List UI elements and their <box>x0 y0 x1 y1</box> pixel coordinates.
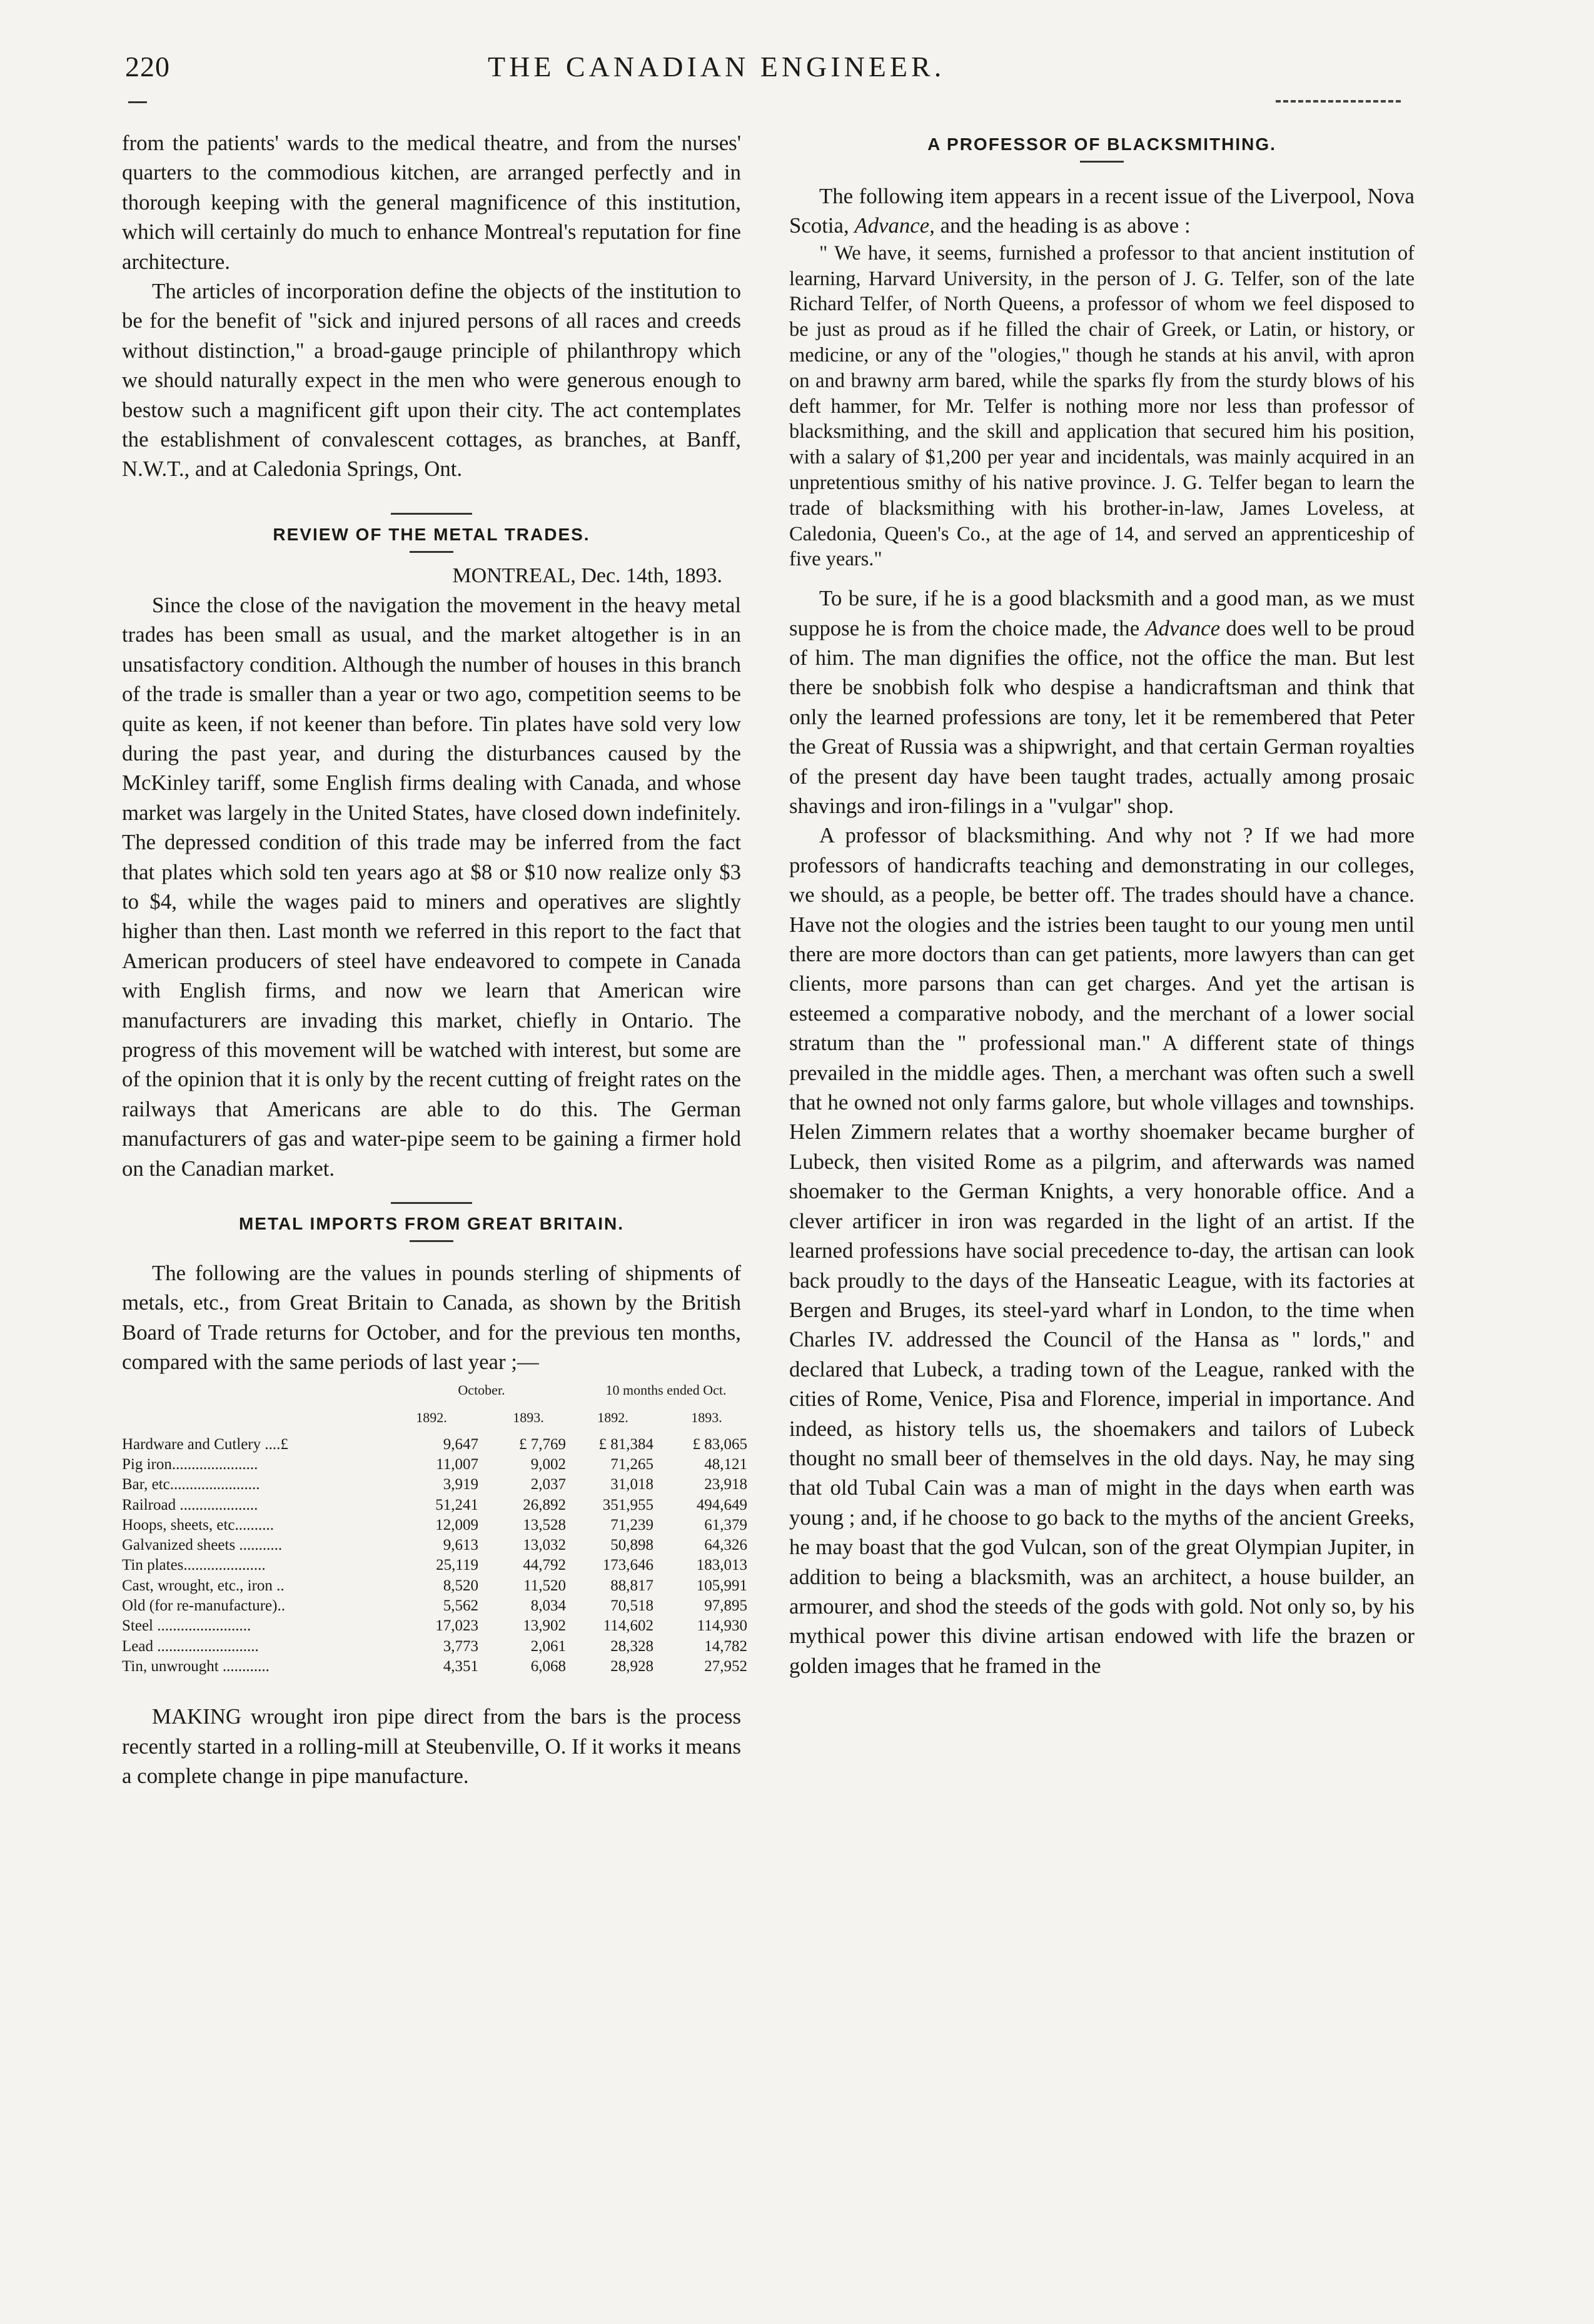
blacksmithing-title: A PROFESSOR OF BLACKSMITHING. <box>927 134 1276 154</box>
imports-table <box>122 1382 747 1677</box>
review-paragraph: Since the close of the navigation the movement in the heavy metal trades has been small as usual, and the market altogether is in an unsatisfactory condition. Although the number of houses in this branch of the trade is smaller than a year or two ago, competition seems to be quite as keen, if not keener than before. Tin plates have sold very low during the past year, and during the disturbances caused by the McKinley tariff, some English firms dealing with Canada, and whose market was largely in the United States, have closed down indefinitely. The depressed condition of this trade may be inferred from the fact that plates which sold ten years ago at $8 or $10 now realize only $3 to $4, while the wages paid to miners and operatives are slightly higher than then. Last month we referred in this report to the fact that American producers of steel have endeavored to compete in Canada with English firms, and now we learn that American wire manufacturers are invading this market, chiefly in Ontario. The progress of this movement will be watched with interest, but some are of the opinion that it is only by the recent cutting of freight rates on the railways that Americans are able to do this. The German manufacturers of gas and water-pipe seem to be gaining a firmer hold on the Canadian market. <box>122 592 741 1181</box>
running-title: THE CANADIAN ENGINEER. <box>488 51 946 83</box>
blacksmithing-paragraph-2: To be sure, if he is a good blacksmith and a good man, as we must suppose he is from the choice made, the Advance does well to be proud of him. The man dignifies the office, not the office the man. But lest there be snobbish folk who despise a handicraftsman and think that only the learned professions are tony, let it be remembered that Peter the Great of Russia was a shipwright, and that certain German royalties of the present day have been taught trades, actually among prosaic shavings and iron-filings in a "vulgar" shop. <box>789 586 1415 819</box>
left-column <box>122 128 747 1791</box>
section-divider <box>391 513 472 515</box>
table-row <box>122 1435 747 1455</box>
closing-paragraph <box>122 1702 741 1791</box>
table-cell: 27,952 <box>704 1657 747 1675</box>
table-cell: 71,265 <box>610 1455 653 1473</box>
table-cell: 70,518 <box>610 1597 653 1614</box>
closing-lead: MAKING <box>152 1704 242 1729</box>
page-header <box>125 50 1413 94</box>
table-cell: 11,007 <box>436 1455 478 1473</box>
row-label: Tin, unwrought ............ <box>122 1657 270 1675</box>
table-cell: 2,037 <box>530 1476 566 1493</box>
table-cell: 88,817 <box>610 1577 653 1594</box>
table-cell: 8,034 <box>530 1597 566 1614</box>
row-label: Hoops, sheets, etc.......... <box>122 1516 275 1533</box>
table-cell: 114,602 <box>603 1617 653 1635</box>
table-cell: 23,918 <box>704 1476 747 1493</box>
table-cell: 61,379 <box>704 1516 747 1533</box>
group-ten-months: 10 months ended Oct. <box>605 1382 727 1398</box>
table-cell: 50,898 <box>610 1537 653 1554</box>
row-label: Tin plates..................... <box>122 1557 266 1574</box>
table-cell: 44,792 <box>523 1557 566 1574</box>
table-row <box>122 1596 747 1616</box>
quote-paragraph: " We have, it seems, furnished a professor to that ancient institution of learning, Harvard University, in the person of J. G. Telfer, son of the late Richard Telfer, of North Queens, a professor of whom we feel disposed to be just as proud as if he filled the chair of Greek, or Latin, or history, or medicine, or any of the "ologies," though he stands at his anvil, with apron on and brawny arm bared, while the sparks fly from the sturdy blows of his deft hammer, for Mr. Telfer is nothing more nor less than professor of blacksmithing, and the skill and application that secured him his position, with a salary of $1,200 per year and incidentals, was mainly acquired in an unpretentious smithy of his native province. J. G. Telfer began to learn the trade of blacksmithing with his brother-in-law, James Loveless, at Caledonia, Queen's Co., at the age of 14, and served an apprenticeship of five years." <box>789 241 1415 571</box>
table-cell: 105,991 <box>696 1577 747 1594</box>
table-cell: 351,955 <box>602 1496 653 1513</box>
table-row <box>122 1535 747 1555</box>
imports-paragraph: The following are the values in pounds sterling of shipments of metals, etc., from Great Britain to Canada, as shown by the British Board of Trade returns for October, and for the previous ten months, compared with the same periods of last year ;— <box>122 1261 741 1375</box>
table-row <box>122 1616 747 1636</box>
table-cell: 11,520 <box>523 1577 566 1594</box>
table-cell: 13,528 <box>523 1516 566 1533</box>
row-label: Bar, etc....................... <box>122 1476 260 1493</box>
group-october: October. <box>458 1382 505 1398</box>
row-label: Lead .......................... <box>122 1637 259 1655</box>
table-cell: 6,068 <box>530 1657 566 1675</box>
year-header: 1892. <box>416 1409 447 1425</box>
review-title: REVIEW OF THE METAL TRADES. <box>273 524 590 544</box>
blacksmithing-intro: The following item appears in a recent issue of the Liverpool, Nova Scotia, Advance, and the heading is as above : <box>789 184 1415 238</box>
table-cell: 5,562 <box>443 1597 478 1614</box>
table-cell: 51,241 <box>435 1496 478 1513</box>
table-cell: £ 7,769 <box>519 1435 566 1453</box>
row-label: Galvanized sheets ........... <box>122 1537 283 1554</box>
blacksmithing-paragraph-3: A professor of blacksmithing. And why not ? If we had more professors of handicrafts teaching and demonstrating in our colleges, we should, as a people, be better off. The trades should have a chance. Have not the ologies and the istries been taught to our young men until there are more doctors than can get patients, more lawyers than can get clients, more parsons than can get charges. And yet the artisan is esteemed a comparative nobody, and the merchant of a lower social stratum than the " professional man." A different state of things prevailed in the middle ages. Then, a merchant was often such a swell that he owned not only farms galore, but whole villages and townships. Helen Zimmern relates that a worthy shoemaker became burgher of Lubeck, then visited Rome as a pilgrim, and afterwards was named shoemaker to the German Knights, a very honorable office. And a clever artificer in iron was regarded in the light of an artist. If the learned professions have social precedence to-day, the artisan can look back proudly to the days of the Hanseatic League, with its factories at Bergen and Bruges, its steel-yard wharf in London, to the time when Charles IV. addressed the Council of the Hansa as " lords," and declared that Lubeck, a trading town of the League, ranked with the cities of Rome, Venice, Pisa and Florence, imperial in importance. And indeed, as history tells us, the shoemakers and tailors of Lubeck thought no small beer of themselves in the old days. Nay, he may sing that old Tubal Cain was a man of might in the days when earth was young ; and, if he choose to go back to the myths of the ancient Greeks, he may boast that the god Vulcan, son of the great Olympian Jupiter, in addition to being a blacksmith, was an architect, a house builder, an armourer, and shod the steeds of the gods with gold. Not only so, by his mythical power this divine artisan endowed with life the brazen or golden images that he framed in the <box>789 823 1415 1678</box>
imports-title: METAL IMPORTS FROM GREAT BRITAIN. <box>238 1214 625 1233</box>
advance-title: Advance, <box>854 213 935 238</box>
year-header: 1893. <box>513 1409 544 1425</box>
table-cell: 2,061 <box>530 1637 566 1655</box>
table-cell: 494,649 <box>696 1496 747 1513</box>
table-cell: 64,326 <box>704 1537 747 1554</box>
row-label: Cast, wrought, etc., iron .. <box>122 1577 285 1594</box>
table-body <box>122 1435 747 1677</box>
table-cell: 3,773 <box>443 1637 478 1655</box>
table-cell: £ 81,384 <box>598 1435 653 1453</box>
table-cell: 97,895 <box>704 1597 747 1614</box>
table-row <box>122 1637 747 1657</box>
table-cell: 8,520 <box>443 1577 478 1594</box>
table-cell: 114,930 <box>697 1617 747 1635</box>
section-divider <box>391 1202 472 1204</box>
row-label: Old (for re-manufacture).. <box>122 1597 285 1614</box>
quoted-item <box>789 241 1415 572</box>
table-cell: 13,902 <box>523 1617 566 1635</box>
row-label: Railroad .................... <box>122 1496 258 1513</box>
table-cell: 48,121 <box>704 1455 747 1473</box>
year-header: 1892. <box>597 1409 628 1425</box>
header-rule-left <box>128 101 147 103</box>
advance-title: Advance <box>1145 615 1221 640</box>
table-cell: 25,119 <box>436 1557 478 1574</box>
table-cell: 28,928 <box>610 1657 653 1675</box>
table-year-headers <box>122 1410 741 1435</box>
page-number: 220 <box>125 51 170 83</box>
table-cell: 71,239 <box>610 1516 653 1533</box>
table-group-headers <box>122 1382 741 1410</box>
table-cell: 9,647 <box>443 1435 478 1453</box>
intro-paragraph-2: The articles of incorporation define the objects of the institution to be for the benefit of "sick and injured persons of all races and creeds without distinction," a broad-gauge principle of philanthropy which we should naturally expect in the men who were generous enough to bestow such a magnificent gift upon their city. The act contemplates the establishment of convalescent cottages, as branches, at Banff, N.W.T., and at Caledonia Springs, Ont. <box>122 279 741 482</box>
table-cell: 28,328 <box>610 1637 653 1655</box>
title-underline <box>410 551 453 553</box>
row-label: Hardware and Cutlery ....£ <box>122 1435 288 1453</box>
table-cell: 9,613 <box>443 1537 478 1554</box>
closing-text: wrought iron pipe direct from the bars is the process recently started in a rolling-mill at Steubenville, O. If it works it means a complete change in pipe manufacture. <box>122 1704 741 1788</box>
right-column <box>789 128 1415 1680</box>
intro-paragraph-1: from the patients' wards to the medical theatre, and from the nurses' quarters to the commodious kitchen, are arranged perfectly and in thorough keeping with the general magnificence of this institution, which will certainly do much to enhance Montreal's reputation for fine architecture. <box>122 131 741 274</box>
table-cell: 4,351 <box>443 1657 478 1675</box>
table-row <box>122 1455 747 1475</box>
table-row <box>122 1475 747 1495</box>
header-rule-right <box>1276 100 1401 103</box>
row-label: Pig iron...................... <box>122 1455 258 1473</box>
row-label: Steel ........................ <box>122 1617 251 1635</box>
table-row <box>122 1555 747 1575</box>
table-cell: 12,009 <box>435 1516 478 1533</box>
table-cell: 183,013 <box>696 1557 747 1574</box>
table-row <box>122 1657 747 1677</box>
year-header: 1893. <box>691 1409 722 1425</box>
table-cell: 3,919 <box>443 1476 478 1493</box>
table-cell: 17,023 <box>435 1617 478 1635</box>
table-row <box>122 1495 747 1515</box>
review-dateline: MONTREAL, Dec. 14th, 1893. <box>452 563 722 587</box>
table-cell: 14,782 <box>704 1637 747 1655</box>
table-cell: 9,002 <box>530 1455 566 1473</box>
table-cell: £ 83,065 <box>692 1435 747 1453</box>
table-row <box>122 1515 747 1535</box>
table-row <box>122 1576 747 1596</box>
table-cell: 31,018 <box>610 1476 653 1493</box>
table-cell: 13,032 <box>523 1537 566 1554</box>
table-cell: 26,892 <box>523 1496 566 1513</box>
table-cell: 173,646 <box>602 1557 653 1574</box>
